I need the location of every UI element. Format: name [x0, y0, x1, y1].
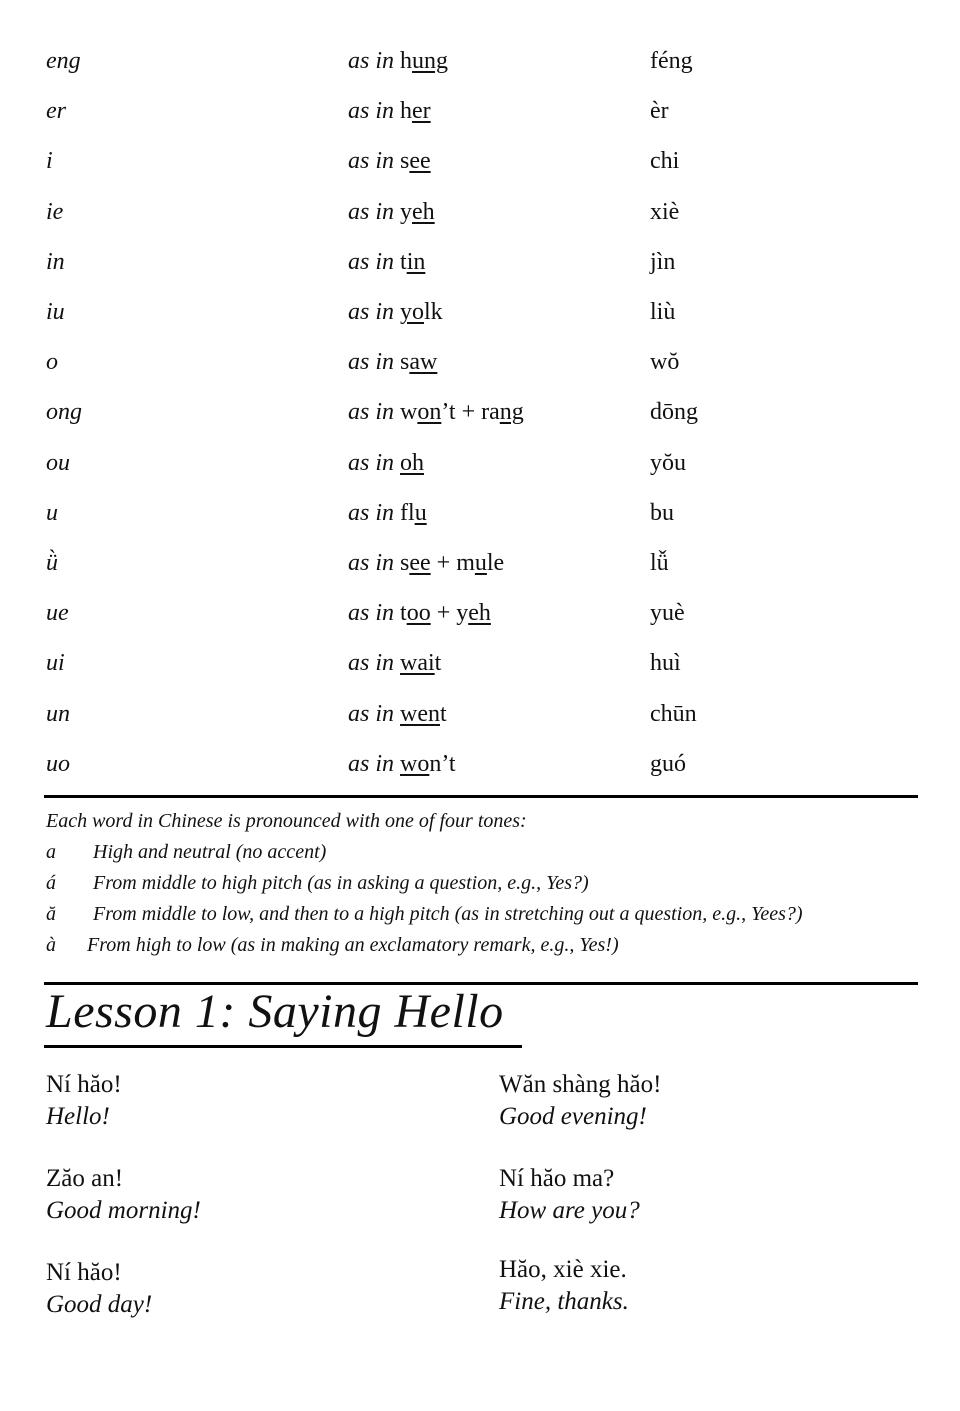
- pronunciation-row: [0, 751, 960, 801]
- example-word: [348, 349, 437, 376]
- vowel-sound: ue: [46, 600, 69, 626]
- pinyin-example: jìn: [650, 249, 676, 275]
- tone-description: From high to low (as in making an exclamatory remark, e.g., Yes!): [87, 934, 619, 956]
- example-part: + y: [430, 600, 469, 626]
- phrase-english: Fine, thanks.: [499, 1288, 629, 1315]
- vowel-sound: er: [46, 98, 66, 124]
- phrase-pinyin: Ní hăo!: [46, 1259, 122, 1286]
- pinyin-example: féng: [650, 48, 693, 74]
- example-word: [348, 48, 448, 75]
- tone-symbol: à: [46, 934, 56, 956]
- phrase-item: [499, 1254, 629, 1318]
- pinyin-example: èr: [650, 98, 669, 124]
- pinyin-example: lǚ: [650, 550, 669, 576]
- as-in-label: as in: [348, 199, 395, 225]
- example-underlined-part: oh: [400, 450, 425, 476]
- tone-symbol: a: [46, 841, 56, 863]
- pronunciation-row: [0, 249, 960, 299]
- tone-description: From middle to high pitch (as in asking a question, e.g., Yes?): [93, 872, 589, 894]
- phrase-english: How are you?: [499, 1197, 640, 1224]
- tone-description: High and neutral (no accent): [93, 841, 327, 863]
- pronunciation-row: [0, 550, 960, 600]
- phrase-item: [46, 1069, 122, 1133]
- example-word: [348, 600, 491, 627]
- example-part: y: [400, 199, 413, 225]
- example-part: le: [486, 550, 505, 576]
- phrase-english: Good evening!: [499, 1103, 647, 1130]
- pinyin-example: xiè: [650, 199, 680, 225]
- example-part: h: [400, 48, 413, 74]
- example-word: [348, 249, 425, 276]
- example-underlined-part: on: [417, 399, 442, 425]
- example-underlined-part: u: [414, 500, 427, 526]
- phrase-item: [499, 1069, 661, 1133]
- phrase-pinyin: Zăo an!: [46, 1165, 124, 1192]
- example-underlined-part: oo: [406, 600, 431, 626]
- pronunciation-row: [0, 98, 960, 148]
- vowel-sound: ou: [46, 450, 70, 476]
- phrase-item: [499, 1163, 640, 1227]
- example-underlined-part: eh: [412, 199, 435, 225]
- as-in-label: as in: [348, 751, 395, 777]
- tone-symbol: á: [46, 872, 56, 894]
- pronunciation-row: [0, 299, 960, 349]
- example-underlined-part: aw: [409, 349, 438, 375]
- example-word: [348, 650, 441, 677]
- phrase-pinyin: Wăn shàng hăo!: [499, 1071, 662, 1098]
- as-in-label: as in: [348, 550, 395, 576]
- vowel-sound: ong: [46, 399, 82, 425]
- vowel-sound: un: [46, 701, 70, 727]
- example-part: n’t: [429, 751, 456, 777]
- phrase-item: [46, 1257, 152, 1321]
- phrase-item: [46, 1163, 201, 1227]
- tone-description: From middle to low, and then to a high pitch (as in stretching out a question, e.g., Yees?): [93, 903, 803, 925]
- example-underlined-part: ee: [409, 148, 431, 174]
- pronunciation-row: [0, 650, 960, 700]
- as-in-label: as in: [348, 399, 395, 425]
- pinyin-example: yuè: [650, 600, 685, 626]
- pronunciation-row: [0, 349, 960, 399]
- pinyin-example: chi: [650, 148, 680, 174]
- as-in-label: as in: [348, 249, 395, 275]
- vowel-sound: iu: [46, 299, 65, 325]
- pronunciation-row: [0, 399, 960, 449]
- pinyin-example: bu: [650, 500, 674, 526]
- pronunciation-row: [0, 48, 960, 98]
- example-part: s: [400, 349, 410, 375]
- example-part: w: [400, 399, 418, 425]
- example-word: [348, 450, 424, 477]
- vowel-sound: ie: [46, 199, 64, 225]
- as-in-label: as in: [348, 299, 395, 325]
- example-word: [348, 199, 435, 226]
- example-word: [348, 550, 504, 577]
- as-in-label: as in: [348, 48, 395, 74]
- example-underlined-part: in: [406, 249, 426, 275]
- example-underlined-part: ung: [412, 48, 449, 74]
- pronunciation-row: [0, 450, 960, 500]
- pronunciation-row: [0, 500, 960, 550]
- divider-rule: [44, 795, 918, 798]
- example-part: fl: [400, 500, 415, 526]
- vowel-sound: o: [46, 349, 58, 375]
- vowel-sound: uo: [46, 751, 70, 777]
- as-in-label: as in: [348, 600, 395, 626]
- as-in-label: as in: [348, 98, 395, 124]
- example-word: [348, 148, 431, 175]
- example-underlined-part: yo: [400, 299, 425, 325]
- vowel-sound: ui: [46, 650, 65, 676]
- example-part: ’t + ra: [441, 399, 500, 425]
- vowel-sound: in: [46, 249, 65, 275]
- as-in-label: as in: [348, 701, 395, 727]
- pronunciation-row: [0, 148, 960, 198]
- example-underlined-part: u: [474, 550, 487, 576]
- example-word: [348, 98, 431, 125]
- as-in-label: as in: [348, 650, 395, 676]
- example-word: [348, 299, 443, 326]
- phrase-pinyin: Hăo, xiè xie.: [499, 1256, 627, 1283]
- example-underlined-part: eh: [468, 600, 491, 626]
- as-in-label: as in: [348, 349, 395, 375]
- pronunciation-row: [0, 199, 960, 249]
- pinyin-example: huì: [650, 650, 681, 676]
- as-in-label: as in: [348, 450, 395, 476]
- example-word: [348, 399, 524, 426]
- tone-symbol: ă: [46, 903, 56, 925]
- pronunciation-row: [0, 701, 960, 751]
- as-in-label: as in: [348, 500, 395, 526]
- example-word: [348, 701, 447, 728]
- lesson-title: Lesson 1: Saying Hello: [46, 985, 504, 1038]
- pinyin-example: yŏu: [650, 450, 686, 476]
- example-part: s: [400, 550, 410, 576]
- pinyin-example: wŏ: [650, 349, 680, 375]
- vowel-sound: i: [46, 148, 53, 174]
- phrase-english: Good day!: [46, 1291, 153, 1318]
- example-underlined-part: ng: [499, 399, 524, 425]
- example-part: s: [400, 148, 410, 174]
- example-part: t: [440, 701, 447, 727]
- pinyin-example: guó: [650, 751, 686, 777]
- phrase-english: Hello!: [46, 1103, 110, 1130]
- phrase-english: Good morning!: [46, 1197, 201, 1224]
- phrase-pinyin: Ní hăo!: [46, 1071, 122, 1098]
- vowel-sound: eng: [46, 48, 81, 74]
- vowel-sound: u: [46, 500, 58, 526]
- example-part: t: [400, 600, 407, 626]
- phrase-pinyin: Ní hăo ma?: [499, 1165, 615, 1192]
- example-underlined-part: wen: [400, 701, 440, 727]
- example-underlined-part: er: [412, 98, 431, 124]
- tones-intro: Each word in Chinese is pronounced with one of four tones:: [46, 810, 527, 832]
- example-part: lk: [424, 299, 443, 325]
- example-part: h: [400, 98, 413, 124]
- example-word: [348, 751, 456, 778]
- example-part: t: [434, 650, 442, 676]
- pinyin-example: dōng: [650, 399, 698, 425]
- example-underlined-part: wo: [400, 751, 430, 777]
- example-part: t: [400, 249, 407, 275]
- example-underlined-part: wai: [400, 650, 435, 676]
- pinyin-example: chūn: [650, 701, 697, 727]
- example-word: [348, 500, 427, 527]
- as-in-label: as in: [348, 148, 395, 174]
- example-underlined-part: ee: [409, 550, 431, 576]
- pronunciation-row: [0, 600, 960, 650]
- example-part: + m: [430, 550, 475, 576]
- title-underline: [44, 1045, 522, 1048]
- pinyin-example: liù: [650, 299, 676, 325]
- vowel-sound: ǜ: [46, 550, 58, 576]
